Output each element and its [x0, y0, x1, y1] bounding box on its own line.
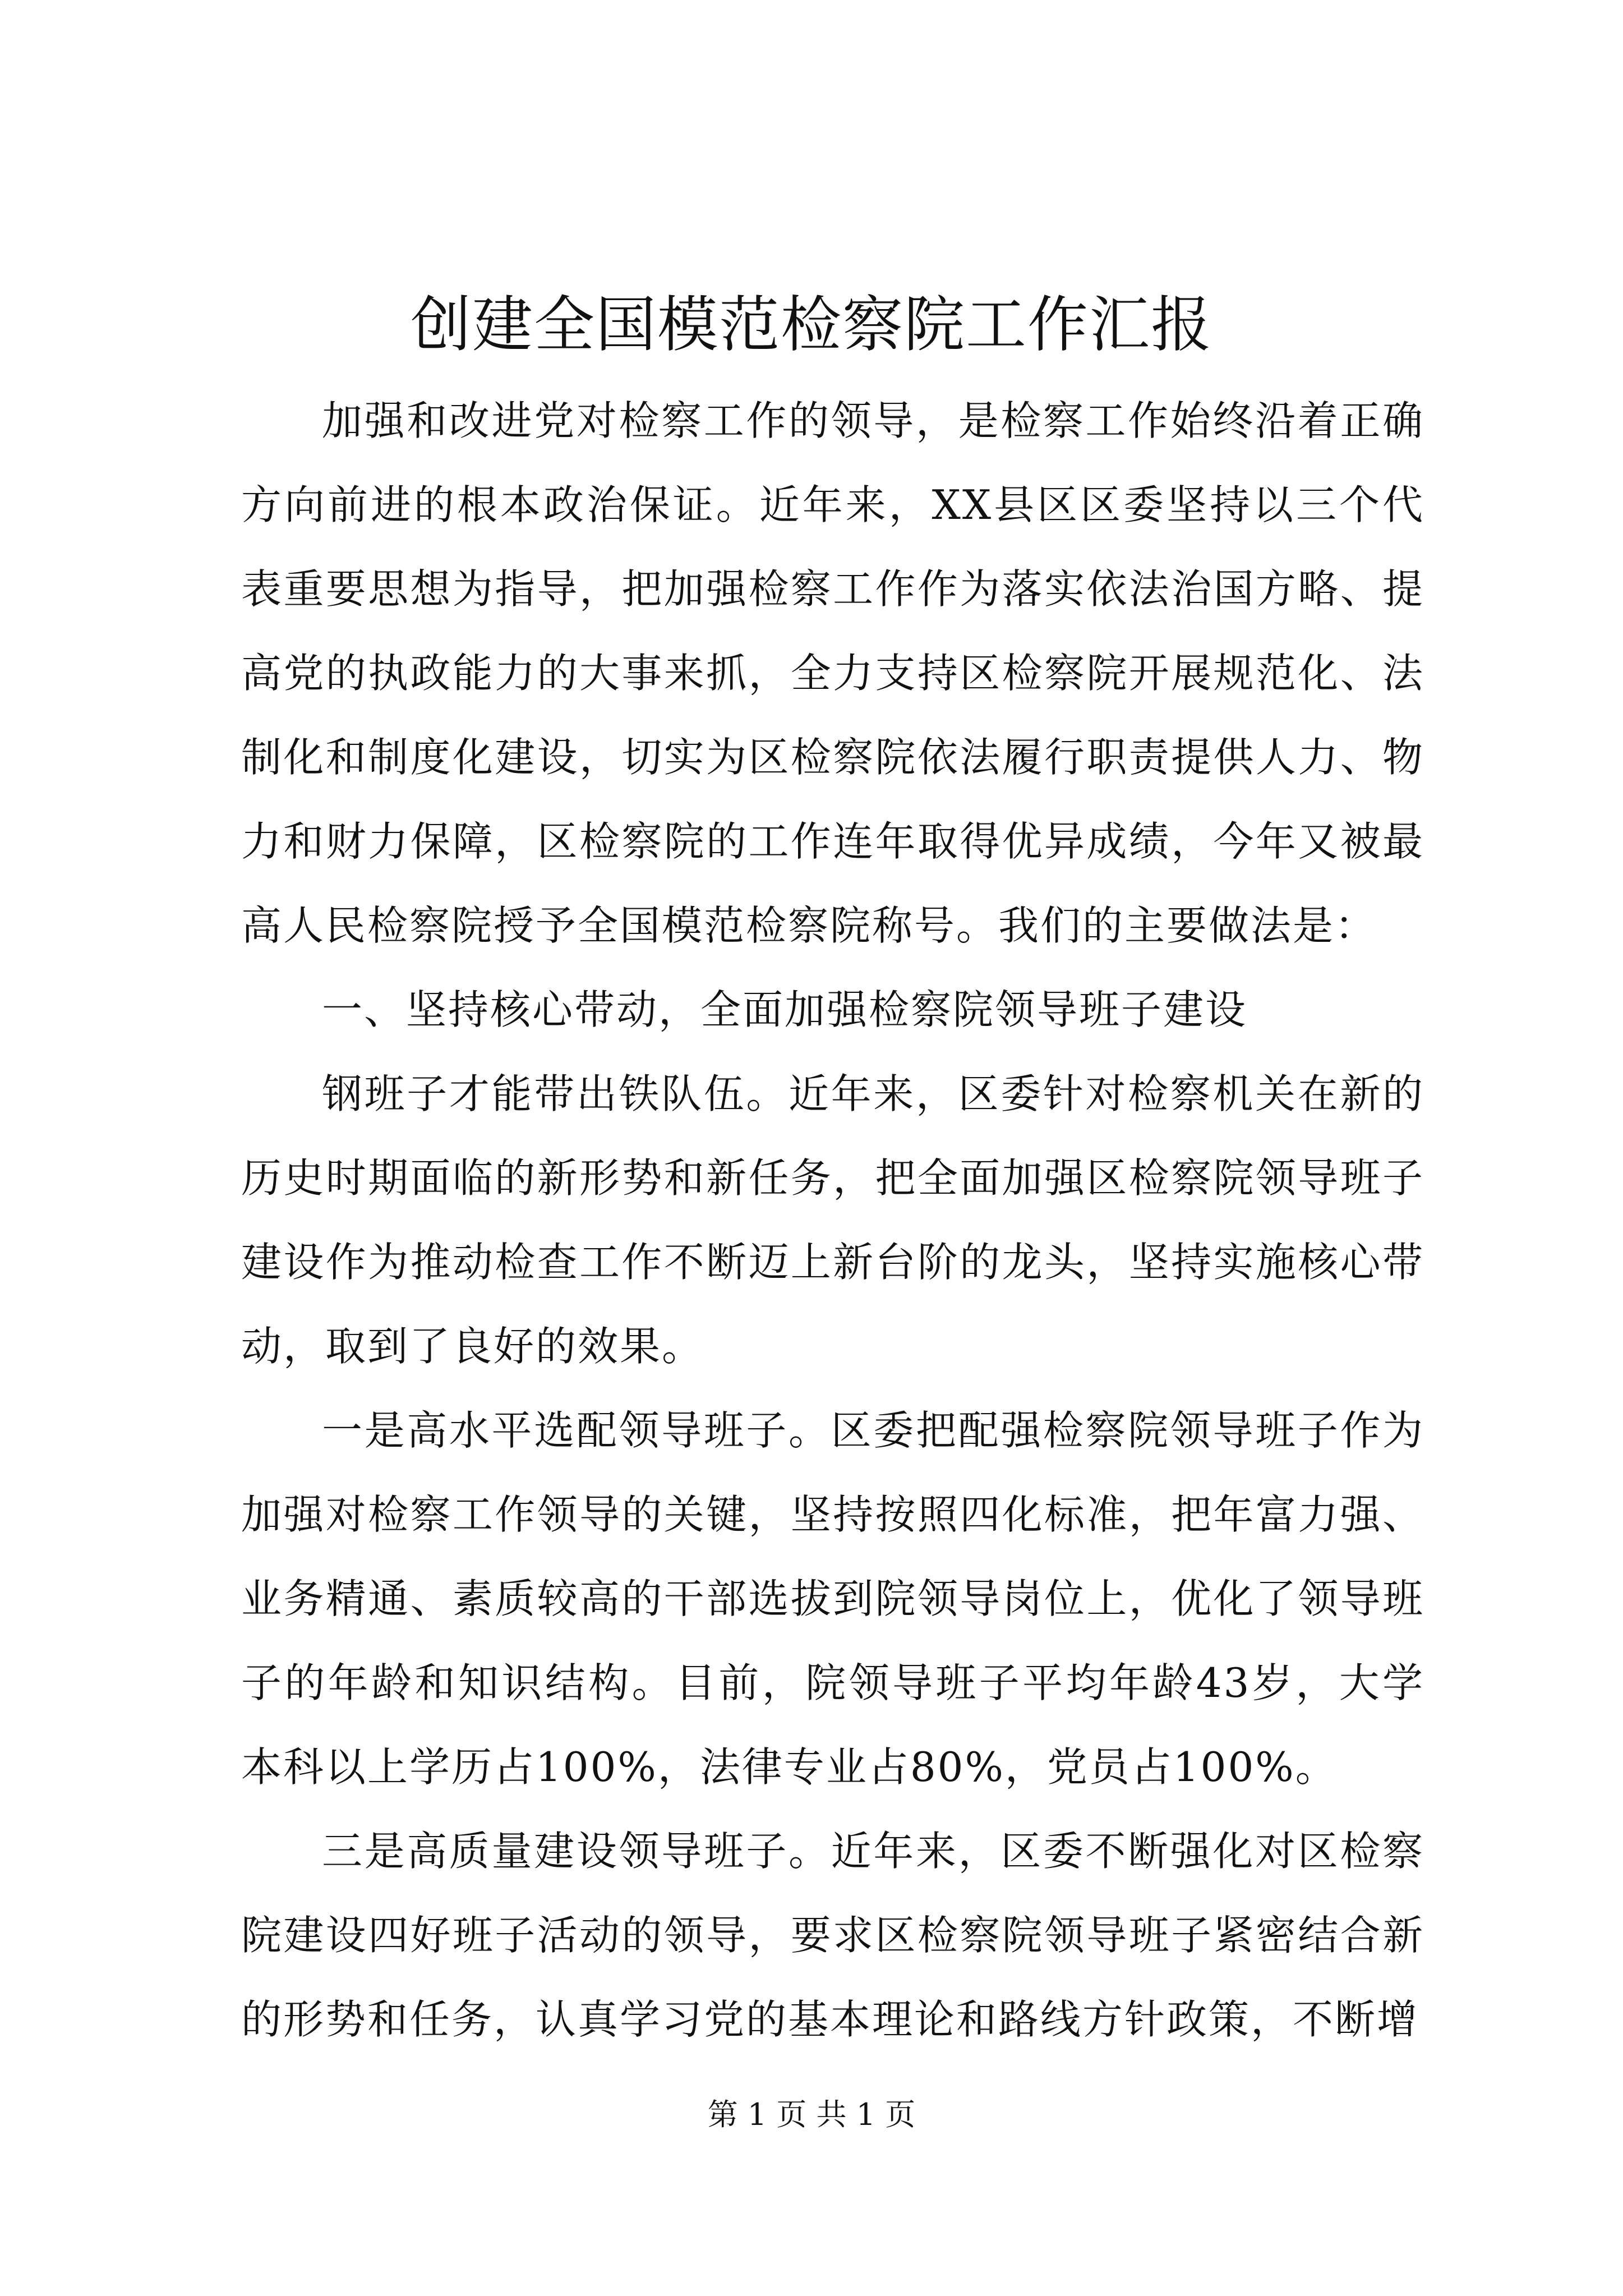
document-title: 创建全国模范检察院工作汇报 — [410, 290, 1212, 360]
paragraph-quality: 三是高质量建设领导班子。近年来，区委不断强化对区检察院建设四好班子活动的领导，要求区检察院领导班子紧密结合新的形势和任务，认真学习党的基本理论和路线方针政策，不断增 — [241, 1828, 1424, 2043]
paragraph-core-leadership: 钢班子才能带出铁队伍。近年来，区委针对检察机关在新的历史时期面临的新形势和新任务，把全面加强区检察院领导班子建设作为推动检查工作不断迈上新台阶的龙头，坚持实施核心带动，取到了良好的效果。 — [241, 1070, 1424, 1370]
page-footer: 第 1 页 共 1 页 — [707, 2097, 916, 2132]
paragraph-intro: 加强和改进党对检察工作的领导，是检察工作始终沿着正确方向前进的根本政治保证。近年来，XX县区区委坚持以三个代表重要思想为指导，把加强检察工作作为落实依法治国方略、提高党的执政能力的大事来抓，全力支持区检察院开展规范化、法制化和制度化建设，切实为区检察院依法履行职责提供人力、物力和财力保障，区检察院的工作连年取得优异成绩，今年又被最高人民检察院授予全国模范检察院称号。我们的主要做法是： — [241, 397, 1424, 949]
paragraph-selection: 一是高水平选配领导班子。区委把配强检察院领导班子作为加强对检察工作领导的关键，坚持按照四化标准，把年富力强、业务精通、素质较高的干部选拔到院领导岗位上，优化了领导班子的年龄和知识结构。目前，院领导班子平均年龄43岁，大学本科以上学历占100%，法律专业占80%，党员占100%。 — [241, 1407, 1424, 1791]
section-heading-1: 一、坚持核心带动，全面加强检察院领导班子建设 — [322, 986, 1248, 1033]
document-body — [241, 379, 1424, 2062]
